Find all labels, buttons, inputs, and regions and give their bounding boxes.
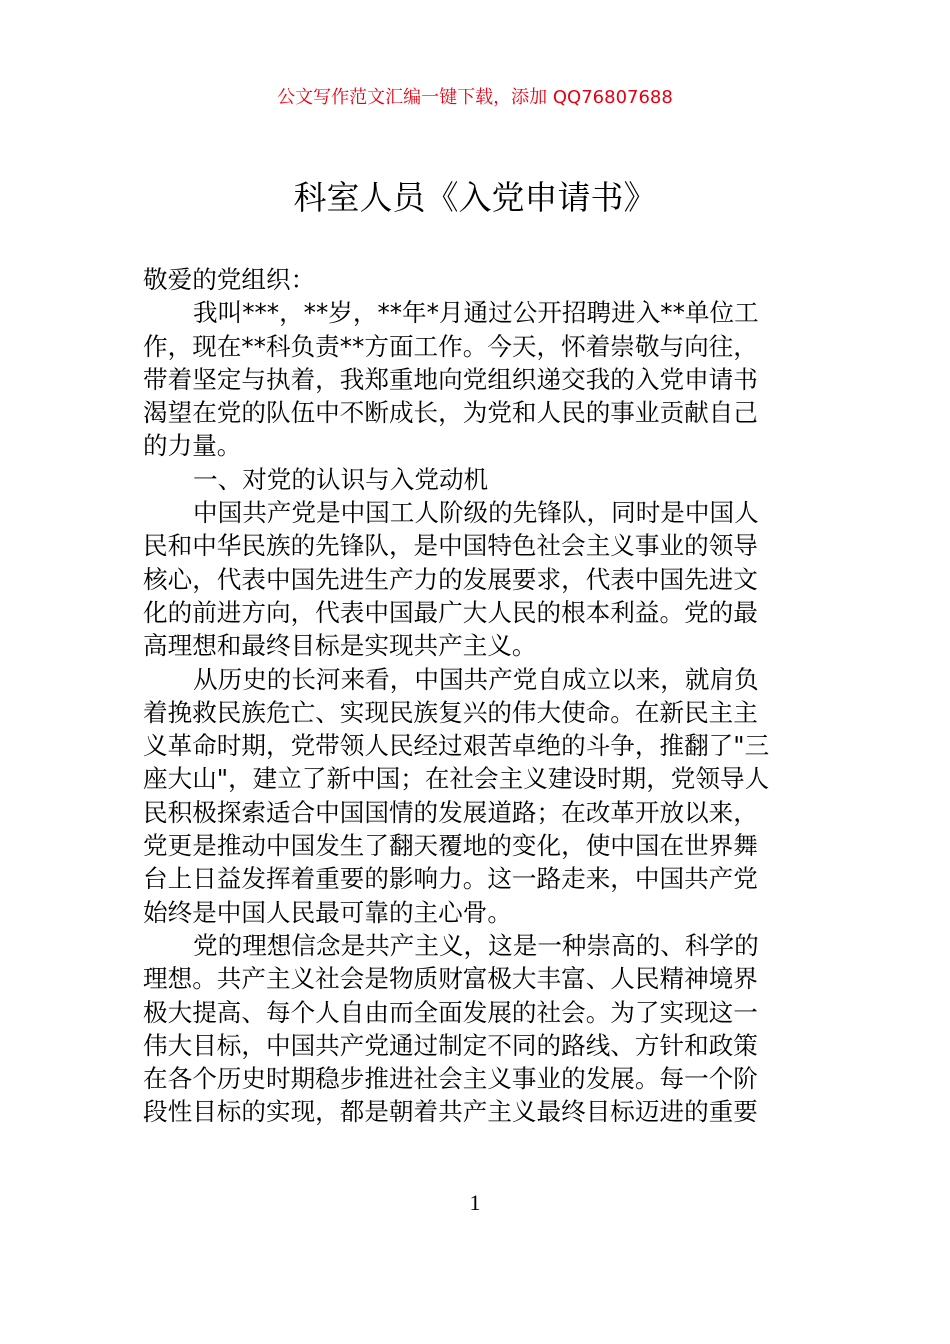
body-line: 渴望在党的队伍中不断成长，为党和人民的事业贡献自己	[143, 398, 758, 428]
body-line: 义革命时期，党带领人民经过艰苦卓绝的斗争，推翻了"三	[143, 731, 770, 761]
body-line: 台上日益发挥着重要的影响力。这一路走来，中国共产党	[143, 864, 758, 894]
body-line: 中国共产党是中国工人阶级的先锋队，同时是中国人	[193, 498, 759, 528]
body-line: 民积极探索适合中国国情的发展道路；在改革开放以来，	[143, 797, 758, 827]
body-line: 作，现在**科负责**方面工作。今天，怀着崇敬与向往，	[143, 331, 758, 361]
body-line: 我叫***，**岁，**年*月通过公开招聘进入**单位工	[193, 298, 759, 328]
body-line: 带着坚定与执着，我郑重地向党组织递交我的入党申请书	[143, 364, 758, 394]
body-line: 理想。共产主义社会是物质财富极大丰富、人民精神境界	[143, 964, 758, 994]
body-line: 的力量。	[143, 431, 242, 461]
body-line: 在各个历史时期稳步推进社会主义事业的发展。每一个阶	[143, 1064, 758, 1094]
document-body	[143, 263, 808, 1129]
page-number: 1	[469, 1190, 481, 1215]
body-line: 始终是中国人民最可靠的主心骨。	[143, 897, 512, 927]
body-line: 从历史的长河来看，中国共产党自成立以来，就肩负	[193, 664, 759, 694]
body-line: 高理想和最终目标是实现共产主义。	[143, 631, 537, 661]
body-line: 化的前进方向，代表中国最广大人民的根本利益。党的最	[143, 597, 758, 627]
document-title: 科室人员《入党申请书》	[293, 178, 657, 217]
body-line: 极大提高、每个人自由而全面发展的社会。为了实现这一	[143, 997, 758, 1027]
body-line: 座大山"，建立了新中国；在社会主义建设时期，党领导人	[143, 764, 770, 794]
section-heading: 一、对党的认识与入党动机	[193, 464, 489, 494]
body-line: 民和中华民族的先锋队，是中国特色社会主义事业的领导	[143, 531, 758, 561]
body-line: 核心，代表中国先进生产力的发展要求，代表中国先进文	[143, 564, 758, 594]
body-line: 党更是推动中国发生了翻天覆地的变化，使中国在世界舞	[143, 831, 758, 861]
body-line: 段性目标的实现，都是朝着共产主义最终目标迈进的重要	[143, 1097, 758, 1127]
body-line: 着挽救民族危亡、实现民族复兴的伟大使命。在新民主主	[143, 697, 758, 727]
download-notice: 公文写作范文汇编一键下载，添加 QQ76807688	[277, 87, 673, 108]
body-line: 伟大目标，中国共产党通过制定不同的路线、方针和政策	[143, 1030, 758, 1060]
salutation-line: 敬爱的党组织：	[143, 265, 316, 294]
body-line: 党的理想信念是共产主义，这是一种崇高的、科学的	[193, 930, 759, 960]
